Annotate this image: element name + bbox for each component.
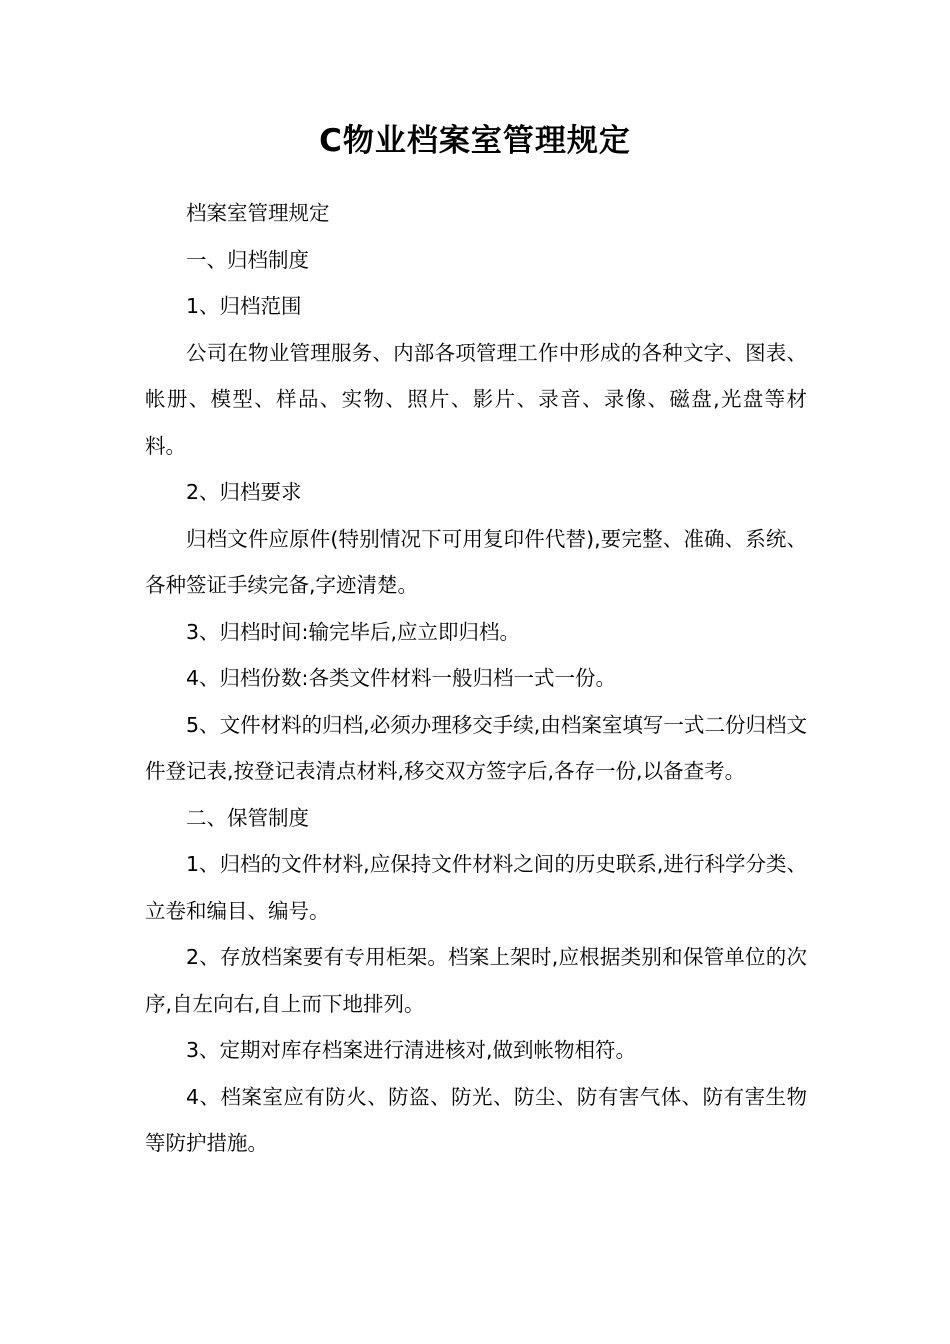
document-title: C物业档案室管理规定: [319, 123, 631, 159]
item-archiving-scope: 1、归档范围: [186, 294, 302, 318]
paragraph-scope-detail: 公司在物业管理服务、内部各项管理工作中形成的各种文字、图表、帐册、模型、样品、实物、照片、影片、录音、录像、磁盘,光盘等材料。: [145, 340, 807, 458]
item-custody-classification: 1、归档的文件材料,应保持文件材料之间的历史联系,进行科学分类、立卷和编目、编号。: [145, 852, 807, 923]
item-archiving-copies: 4、归档份数:各类文件材料一般归档一式一份。: [186, 666, 616, 690]
item-archiving-handover: 5、文件材料的归档,必须办理移交手续,由档案室填写一式二份归档文件登记表,按登记表清点材料,移交双方签字后,各存一份,以备查考。: [145, 712, 807, 783]
doc-subtitle: 档案室管理规定: [186, 201, 330, 225]
paragraph-requirements-detail: 归档文件应原件(特别情况下可用复印件代替),要完整、准确、系统、各种签证手续完备,字迹清楚。: [145, 526, 807, 597]
item-archiving-time: 3、归档时间:输完毕后,应立即归档。: [186, 619, 520, 644]
item-custody-shelving: 2、存放档案要有专用柜架。档案上架时,应根据类别和保管单位的次序,自左向右,自上而下地排列。: [145, 945, 807, 1016]
item-archiving-requirements: 2、归档要求: [186, 480, 302, 504]
section-heading-archiving: 一、归档制度: [186, 247, 309, 272]
section-heading-custody: 二、保管制度: [186, 805, 309, 830]
item-custody-checking: 3、定期对库存档案进行清进核对,做到帐物相符。: [186, 1038, 637, 1062]
document-body: [145, 190, 807, 1167]
item-custody-protection: 4、档案室应有防火、防盗、防光、防尘、防有害气体、防有害生物等防护措施。: [145, 1084, 807, 1155]
